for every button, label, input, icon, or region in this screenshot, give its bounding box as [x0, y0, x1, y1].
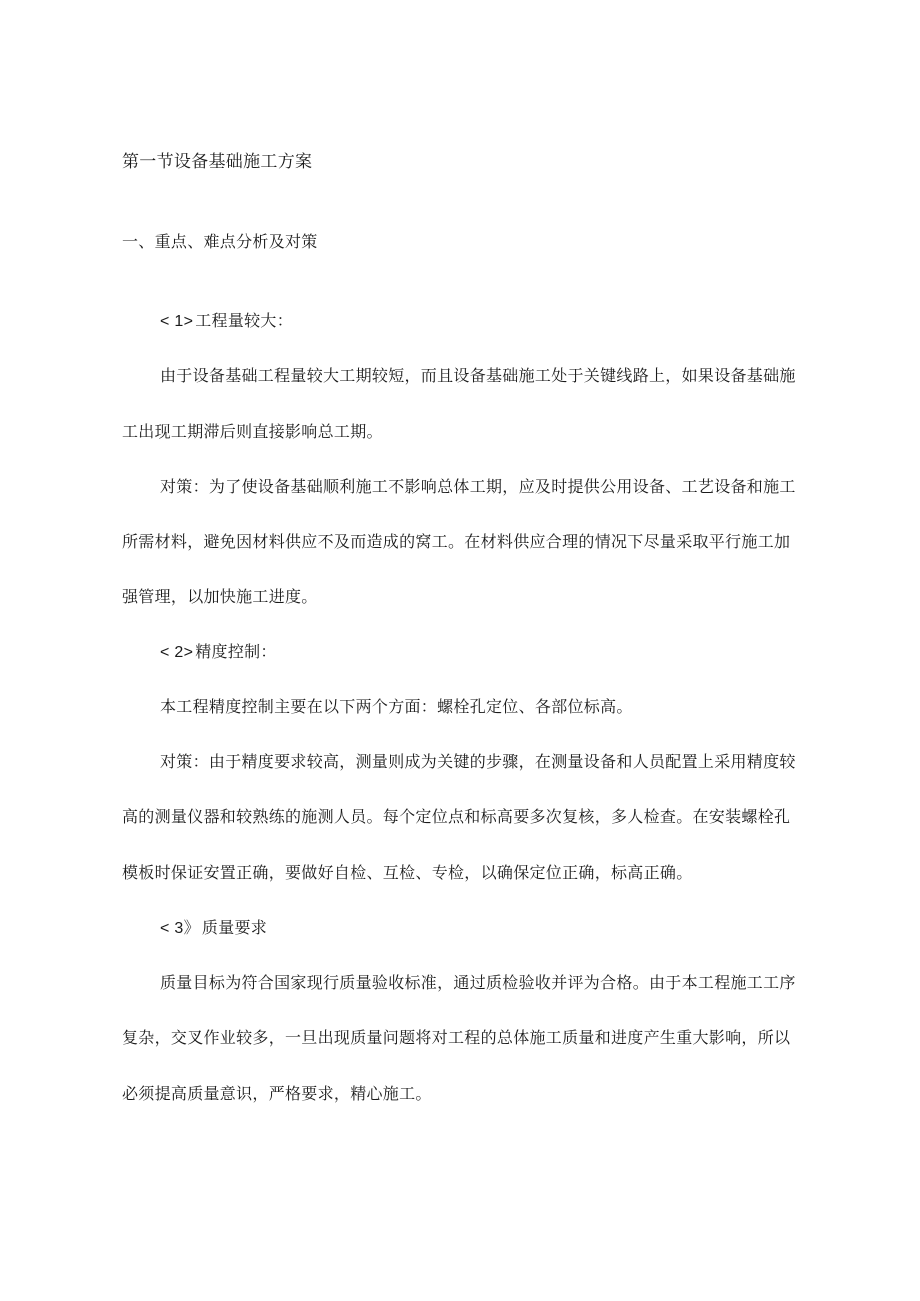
- item-1-marker: < 1>: [160, 313, 194, 330]
- section-title: 第一节设备基础施工方案: [122, 152, 313, 172]
- item-3-marker: < 3》: [160, 920, 200, 937]
- item-2-marker: < 2>: [160, 644, 194, 661]
- item-1-measure-line-3: 强管理，以加快施工进度。: [122, 587, 318, 606]
- item-2-measure-line-1: 对策：由于精度要求较高，测量则成为关键的步骤，在测量设备和人员配置上采用精度较: [160, 752, 796, 771]
- item-1-heading: [160, 311, 293, 332]
- item-3-heading: [160, 918, 267, 939]
- item-2-measure-line-2: 高的测量仪器和较熟练的施测人员。每个定位点和标高要多次复核，多人检查。在安装螺栓孔: [122, 807, 791, 826]
- item-3-desc-line-3: 必须提高质量意识，严格要求，精心施工。: [122, 1084, 432, 1103]
- part-heading: 一、重点、难点分析及对策: [122, 232, 318, 251]
- item-3-desc-line-2: 复杂，交叉作业较多，一旦出现质量问题将对工程的总体施工质量和进度产生重大影响，所以: [122, 1028, 791, 1047]
- item-2-heading: [160, 642, 277, 663]
- item-2-measure-line-3: 模板时保证安置正确，要做好自检、互检、专检，以确保定位正确，标高正确。: [122, 863, 693, 882]
- item-1-title: 工程量较大：: [195, 311, 294, 330]
- item-2-desc-line-1: 本工程精度控制主要在以下两个方面：螺栓孔定位、各部位标高。: [160, 697, 633, 716]
- item-2-title: 精度控制：: [195, 642, 277, 661]
- item-3-desc-line-1: 质量目标为符合国家现行质量验收标准，通过质检验收并评为合格。由于本工程施工工序: [160, 973, 796, 992]
- item-1-desc-line-1: 由于设备基础工程量较大工期较短，而且设备基础施工处于关键线路上，如果设备基础施: [160, 366, 796, 385]
- item-1-desc-line-2: 工出现工期滞后则直接影响总工期。: [122, 422, 383, 441]
- item-3-title: 质量要求: [201, 918, 268, 937]
- item-1-measure-line-1: 对策：为了使设备基础顺利施工不影响总体工期，应及时提供公用设备、工艺设备和施工: [160, 477, 796, 496]
- item-1-measure-line-2: 所需材料，避免因材料供应不及而造成的窝工。在材料供应合理的情况下尽量采取平行施工加: [122, 532, 791, 551]
